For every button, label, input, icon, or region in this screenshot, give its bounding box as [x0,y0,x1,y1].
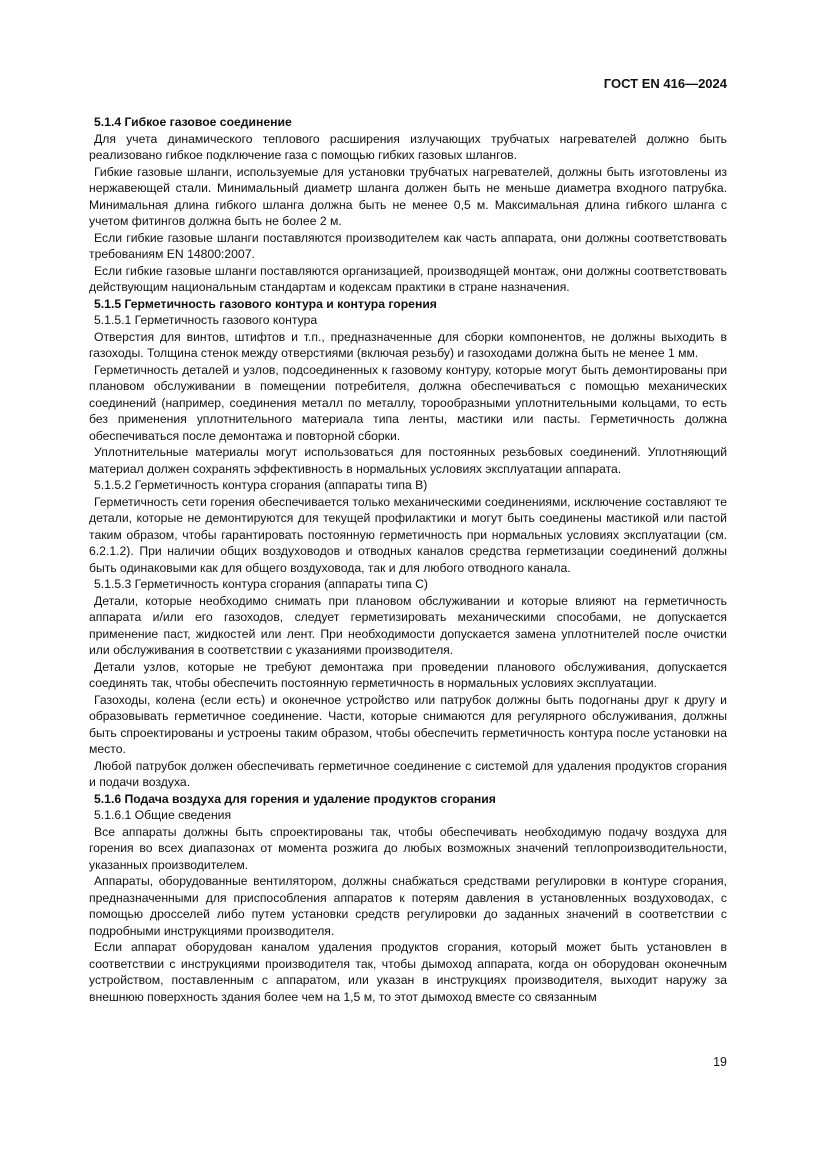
paragraph: Гибкие газовые шланги, используемые для установки трубчатых нагревателей, должны быть изготовлены из нержавеющей стали. Минимальный диаметр шланга должен быть не меньше диаметра входного патрубка. Минимальная длина гибкого шланга должна быть не менее 0,5 м. Максимальная длина гибкого шланга с учетом фитингов должна быть не более 2 м. [89,164,727,228]
paragraph: Если аппарат оборудован каналом удаления продуктов сгорания, который может быть установлен в соответствии с инструкциями производителя так, чтобы дымоход аппарата, когда он оборудован оконечным устройством, поставленным с аппаратом, или указан в инструкциях производителя, выходит наружу за внешнюю поверхность здания более чем на 1,5 м, то этот дымоход вместе со связанным [89,940,727,1004]
paragraph: Герметичность сети горения обеспечивается только механическими соединениями, исключение составляют те детали, которые не демонтируются для текущей профилактики и могут быть соединены мастикой или пастой таким образом, чтобы гарантировать постоянную герметичность при нормальных условиях эксплуатации (см. 6.2.1.2). При наличии общих воздуховодов и отводных каналов средства герметизации соединений должны быть одинаковыми как для общего воздуховода, так и для любого отводного канала. [89,494,727,575]
subsection-heading: 5.1.6.1 Общие сведения [94,808,232,822]
paragraph: Детали, которые необходимо снимать при плановом обслуживании и которые влияют на герметичность аппарата и/или его газоходов, следует герметизировать механическими способами, не допускается применение паст, жидкостей или лент. При необходимости допускается замена уплотнителей после очистки или обслуживания в соответствии с указаниями производителя. [89,593,727,657]
page-number: 19 [713,1055,727,1069]
paragraph: Отверстия для винтов, штифтов и т.п., предназначенные для сборки компонентов, не должны выходить в газоходы. Толщина стенок между отверстиями (включая резьбу) и газоходами должна быть не менее 1 мм. [89,329,727,360]
paragraph: Если гибкие газовые шланги поставляются производителем как часть аппарата, они должны соответствовать требованиям EN 14800:2007. [89,230,727,261]
paragraph: Для учета динамического теплового расширения излучающих трубчатых нагревателей должно быть реализовано гибкое подключение газа с помощью гибких газовых шлангов. [89,131,727,162]
subsection-heading: 5.1.5.3 Герметичность контура сгорания (аппараты типа С) [94,577,428,591]
paragraph: Если гибкие газовые шланги поставляются организацией, производящей монтаж, они должны соответствовать действующим национальным стандартам и кодексам практики в стране назначения. [89,263,727,294]
paragraph: Все аппараты должны быть спроектированы так, чтобы обеспечивать необходимую подачу воздуха для горения во всех диапазонах от момента розжига до любых возможных значений теплопроизводительности, указанных производителем. [89,824,727,872]
document-body [89,114,727,1005]
paragraph: Детали узлов, которые не требуют демонтажа при проведении планового обслуживания, допускается соединять так, чтобы обеспечить постоянную герметичность в нормальных условиях эксплуатации. [89,659,727,690]
paragraph: Уплотнительные материалы могут использоваться для постоянных резьбовых соединений. Уплотняющий материал должен сохранять эффективность в нормальных условиях эксплуатации аппарата. [89,445,727,476]
section-heading: 5.1.4 Гибкое газовое соединение [94,115,292,129]
paragraph: Газоходы, колена (если есть) и оконечное устройство или патрубок должны быть подогнаны друг к другу и образовывать герметичное соединение. Части, которые снимаются для регулярного обслуживания, должны быть спроектированы и устроены таким образом, чтобы обеспечить герметичность контура после установки на место. [89,692,727,756]
document-id-header: ГОСТ EN 416—2024 [603,76,727,91]
paragraph: Герметичность деталей и узлов, подсоединенных к газовому контуру, которые могут быть демонтированы при плановом обслуживании в помещении потребителя, должна обеспечиваться с помощью механических соединений (например, соединения металл по металлу, торообразными уплотнительными кольцами, то есть без применения уплотнительного материала типа ленты, мастики или пасты. Герметичность должна обеспечиваться после демонтажа и повторной сборки. [89,362,727,443]
section-heading: 5.1.5 Герметичность газового контура и контура горения [94,296,437,311]
paragraph: Любой патрубок должен обеспечивать герметичное соединение с системой для удаления продуктов сгорания и подачи воздуха. [89,758,727,789]
subsection-heading: 5.1.5.2 Герметичность контура сгорания (аппараты типа В) [94,478,428,492]
section-heading: 5.1.6 Подача воздуха для горения и удаление продуктов сгорания [94,791,496,806]
subsection-heading: 5.1.5.1 Герметичность газового контура [94,313,318,327]
paragraph: Аппараты, оборудованные вентилятором, должны снабжаться средствами регулировки в контуре сгорания, предназначенными для приспособления аппаратов к потерям давления в установленных воздуховодах, с помощью дросселей либо путем установки средств регулировки до заданных значений в соответствии с подробными инструкциями производителя. [89,874,727,938]
